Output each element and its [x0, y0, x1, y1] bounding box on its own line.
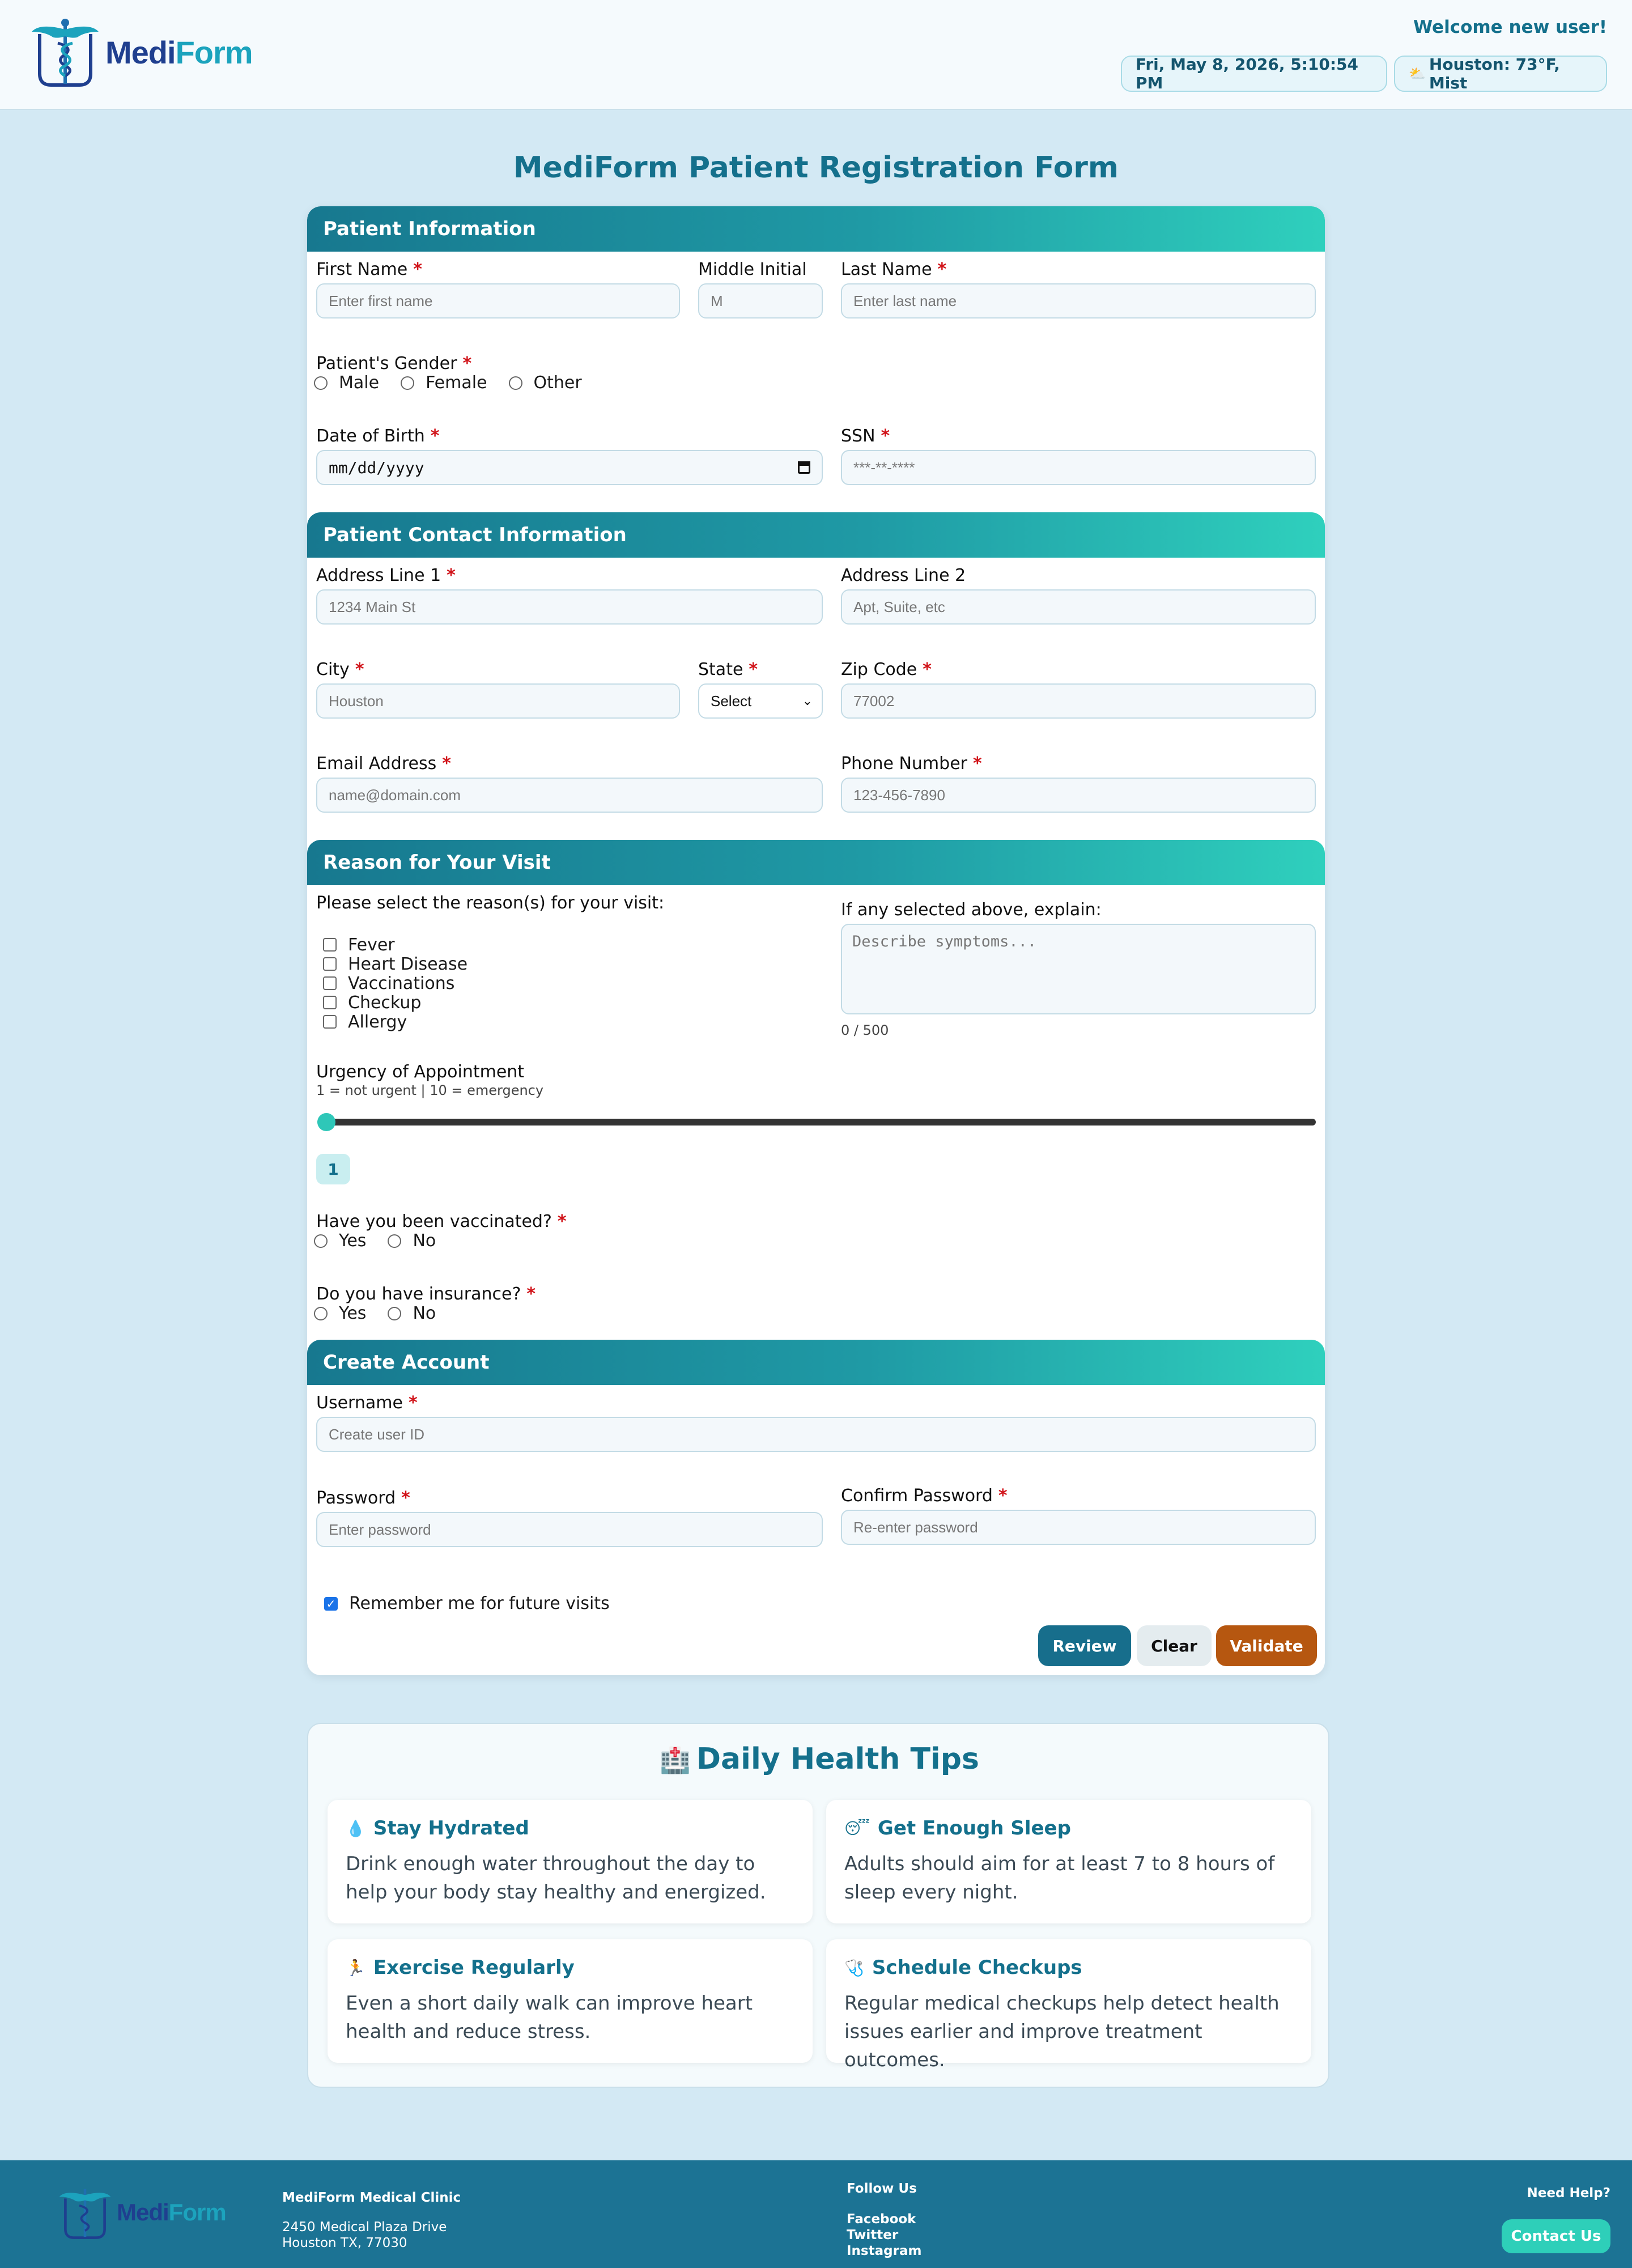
contact-us-button[interactable]: Contact Us — [1502, 2219, 1610, 2253]
vaccinated-no-label: No — [413, 1231, 436, 1251]
zip-label — [841, 660, 932, 679]
gender-label-text: Patient's Gender — [316, 354, 457, 373]
urgency-label: Urgency of Appointment — [316, 1062, 525, 1082]
gender-option-female[interactable] — [394, 373, 487, 393]
confirm-password-label — [841, 1486, 1008, 1506]
tip-title: Exercise Regularly — [373, 1956, 575, 1979]
vaccinated-label — [316, 1212, 567, 1231]
reason-checkup-label: Checkup — [348, 992, 422, 1013]
city-input[interactable]: Houston — [316, 683, 680, 719]
gender-option-female-label: Female — [426, 373, 487, 393]
water-drop-icon: 💧 — [346, 1819, 366, 1838]
required-marker: * — [923, 660, 932, 679]
insurance-label — [316, 1284, 536, 1304]
vaccinated-label-text: Have you been vaccinated? — [316, 1212, 552, 1231]
gender-label — [316, 354, 471, 373]
validate-button[interactable]: Validate — [1216, 1625, 1317, 1666]
runner-icon: 🏃 — [346, 1958, 366, 1977]
required-marker: * — [413, 260, 422, 279]
required-marker: * — [998, 1486, 1008, 1506]
footer-brand-name — [117, 2199, 226, 2226]
gender-option-other-label: Other — [533, 373, 582, 393]
reason-fever-label: Fever — [348, 935, 395, 955]
dob-label-text: Date of Birth — [316, 426, 425, 446]
password-label — [316, 1488, 410, 1508]
reason-heart-disease-label: Heart Disease — [348, 954, 468, 974]
remember-me[interactable] — [320, 1594, 610, 1613]
vaccinated-radio-group — [307, 1231, 450, 1251]
reason-fever[interactable] — [318, 935, 468, 954]
middle-initial-label: Middle Initial — [698, 260, 807, 279]
zip-input[interactable]: 77002 — [841, 683, 1316, 719]
clinic-name: MediForm Medical Clinic — [282, 2190, 461, 2205]
required-marker: * — [408, 1393, 418, 1413]
checkbox[interactable] — [323, 1015, 337, 1029]
required-marker: * — [447, 566, 456, 585]
address2-input[interactable]: Apt, Suite, etc — [841, 589, 1316, 625]
urgency-slider-thumb[interactable] — [317, 1113, 335, 1131]
checkbox[interactable] — [323, 957, 337, 971]
footer-social-block — [847, 2181, 921, 2259]
first-name-label — [316, 260, 422, 279]
first-name-label-text: First Name — [316, 260, 408, 279]
zip-label-text: Zip Code — [841, 660, 917, 679]
reason-allergy-label: Allergy — [348, 1012, 407, 1032]
required-marker: * — [526, 1284, 536, 1304]
insurance-label-text: Do you have insurance? — [316, 1284, 521, 1304]
calendar-icon[interactable] — [798, 461, 810, 474]
weather-icon: ⛅ — [1409, 66, 1426, 82]
address1-label-text: Address Line 1 — [316, 566, 441, 585]
health-tips-title — [308, 1742, 1331, 1776]
email-label-text: Email Address — [316, 754, 437, 774]
confirm-password-label-text: Confirm Password — [841, 1486, 993, 1506]
reason-vaccinations[interactable] — [318, 974, 468, 993]
site-header — [0, 0, 1632, 110]
urgency-value-badge: 1 — [316, 1154, 350, 1184]
dob-value: mm/dd/yyyy — [329, 458, 424, 477]
urgency-hint: 1 = not urgent | 10 = emergency — [316, 1082, 544, 1098]
state-label — [698, 660, 758, 679]
required-marker: * — [401, 1488, 410, 1508]
tip-title: Get Enough Sleep — [877, 1817, 1071, 1840]
radio-button[interactable] — [388, 1307, 401, 1320]
review-button[interactable]: Review — [1038, 1625, 1131, 1666]
explain-label: If any selected above, explain: — [841, 900, 1102, 920]
state-label-text: State — [698, 660, 743, 679]
state-select-value: Select — [711, 692, 752, 710]
insurance-no[interactable] — [381, 1303, 436, 1323]
city-label — [316, 660, 364, 679]
dob-label — [316, 426, 439, 446]
tip-text: Regular medical checkups help detect health issues earlier and improve treatment outcomes. — [844, 1992, 1280, 2071]
ssn-label — [841, 426, 890, 446]
tip-card — [826, 1939, 1311, 2071]
section-header-patient-info: Patient Information — [307, 206, 1325, 252]
registration-form — [307, 206, 1325, 1675]
gender-option-other[interactable] — [502, 373, 582, 393]
ssn-input[interactable]: ***-**-**** — [841, 450, 1316, 485]
radio-button[interactable] — [314, 376, 328, 390]
password-input[interactable]: Enter password — [316, 1512, 823, 1547]
health-tips-title-text: Daily Health Tips — [696, 1742, 979, 1776]
state-select[interactable] — [698, 683, 823, 719]
tip-card — [328, 1939, 813, 2063]
last-name-input[interactable]: Enter last name — [841, 283, 1316, 318]
brand-name — [105, 34, 253, 71]
tip-title: Stay Hydrated — [373, 1817, 529, 1840]
follow-us-heading: Follow Us — [847, 2181, 917, 2196]
username-label-text: Username — [316, 1393, 403, 1413]
urgency-slider[interactable] — [317, 1119, 1316, 1125]
site-footer — [0, 2160, 1632, 2268]
required-marker: * — [430, 426, 440, 446]
caduceus-logo-icon — [57, 2185, 113, 2240]
required-marker: * — [462, 354, 472, 373]
required-marker: * — [881, 426, 890, 446]
tip-title: Schedule Checkups — [872, 1956, 1082, 1979]
twitter-link[interactable]: Twitter — [847, 2228, 899, 2242]
section-header-account: Create Account — [307, 1340, 1325, 1385]
footer-brand-name-medi: Medi — [117, 2199, 169, 2225]
ssn-label-text: SSN — [841, 426, 876, 446]
reasons-checkbox-group — [318, 935, 468, 1031]
reason-allergy[interactable] — [318, 1012, 468, 1031]
weather-badge — [1394, 56, 1607, 92]
reasons-label: Please select the reason(s) for your visit: — [316, 893, 665, 913]
sleep-face-icon: 😴 — [844, 1819, 870, 1838]
radio-button[interactable] — [509, 376, 522, 390]
last-name-label — [841, 260, 946, 279]
confirm-password-input[interactable]: Re-enter password — [841, 1510, 1316, 1545]
city-label-text: City — [316, 660, 350, 679]
section-header-visit: Reason for Your Visit — [307, 840, 1325, 885]
clear-button[interactable]: Clear — [1137, 1625, 1212, 1666]
password-label-text: Password — [316, 1488, 396, 1508]
insurance-yes[interactable] — [307, 1303, 366, 1323]
mediform-logo[interactable] — [28, 17, 253, 87]
vaccinated-no[interactable] — [381, 1231, 436, 1251]
phone-label-text: Phone Number — [841, 754, 967, 774]
stethoscope-icon: 🩺 — [844, 1958, 864, 1977]
need-help-heading: Need Help? — [1527, 2186, 1610, 2201]
tip-text: Even a short daily walk can improve heart health and reduce stress. — [346, 1992, 753, 2043]
dob-input[interactable] — [316, 450, 823, 485]
required-marker: * — [937, 260, 947, 279]
radio-button[interactable] — [314, 1307, 328, 1320]
tip-card — [826, 1800, 1311, 1923]
welcome-message: Welcome new user! — [1413, 17, 1607, 37]
remember-me-label: Remember me for future visits — [349, 1594, 610, 1613]
hospital-icon: 🏥 — [660, 1746, 691, 1775]
address2-label: Address Line 2 — [841, 566, 966, 585]
address1-label — [316, 566, 456, 585]
first-name-input[interactable]: Enter first name — [316, 283, 680, 318]
page-title: MediForm Patient Registration Form — [513, 151, 1119, 185]
section-header-contact-info: Patient Contact Information — [307, 512, 1325, 558]
checkbox[interactable] — [323, 976, 337, 990]
clinic-address-line2: Houston TX, 77030 — [282, 2236, 407, 2250]
username-input[interactable]: Create user ID — [316, 1417, 1316, 1452]
facebook-link[interactable]: Facebook — [847, 2212, 916, 2227]
brand-name-form: Form — [175, 34, 253, 70]
reason-checkup[interactable] — [318, 993, 468, 1012]
insurance-yes-label: Yes — [339, 1303, 367, 1323]
footer-logo[interactable] — [57, 2185, 226, 2240]
caduceus-logo-icon — [28, 17, 102, 87]
gender-option-male-label: Male — [339, 373, 380, 393]
footer-address-block — [282, 2190, 461, 2251]
email-label — [316, 754, 451, 774]
email-input[interactable]: name@domain.com — [316, 778, 823, 813]
phone-input[interactable]: 123-456-7890 — [841, 778, 1316, 813]
insurance-no-label: No — [413, 1303, 436, 1323]
reason-heart-disease[interactable] — [318, 954, 468, 974]
checkbox[interactable] — [323, 996, 337, 1009]
required-marker: * — [557, 1212, 567, 1231]
checkbox[interactable] — [323, 938, 337, 952]
symptoms-textarea[interactable]: Describe symptoms... — [841, 924, 1316, 1014]
brand-name-medi: Medi — [105, 34, 176, 70]
address1-input[interactable]: 1234 Main St — [316, 589, 823, 625]
insurance-radio-group — [307, 1303, 450, 1323]
middle-initial-input[interactable]: M — [698, 283, 823, 318]
tip-text: Drink enough water throughout the day to help your body stay healthy and energized. — [346, 1853, 766, 1904]
character-counter: 0 / 500 — [841, 1022, 889, 1038]
tip-text: Adults should aim for at least 7 to 8 hours of sleep every night. — [844, 1853, 1275, 1904]
vaccinated-yes-label: Yes — [339, 1231, 367, 1251]
remember-me-checkbox[interactable]: ✓ — [324, 1597, 338, 1611]
footer-help-block — [1527, 2185, 1610, 2201]
vaccinated-yes[interactable] — [307, 1231, 366, 1251]
weather-text: Houston: 73°F, Mist — [1429, 55, 1560, 92]
required-marker: * — [442, 754, 451, 774]
last-name-label-text: Last Name — [841, 260, 932, 279]
radio-button[interactable] — [314, 1234, 328, 1248]
required-marker: * — [972, 754, 982, 774]
footer-brand-name-form: Form — [168, 2199, 226, 2225]
username-label — [316, 1393, 418, 1413]
radio-button[interactable] — [388, 1234, 401, 1248]
gender-option-male[interactable] — [307, 373, 379, 393]
required-marker: * — [749, 660, 758, 679]
instagram-link[interactable]: Instagram — [847, 2244, 922, 2258]
clinic-address-line1: 2450 Medical Plaza Drive — [282, 2220, 447, 2235]
gender-radio-group — [307, 373, 597, 393]
health-tips-panel — [307, 1723, 1329, 2088]
radio-button[interactable] — [401, 376, 414, 390]
phone-label — [841, 754, 982, 774]
tip-card — [328, 1800, 813, 1923]
chevron-down-icon: ⌄ — [802, 694, 813, 708]
required-marker: * — [355, 660, 364, 679]
reason-vaccinations-label: Vaccinations — [348, 973, 455, 993]
datetime-badge: Fri, May 8, 2026, 5:10:54 PM — [1121, 56, 1387, 92]
